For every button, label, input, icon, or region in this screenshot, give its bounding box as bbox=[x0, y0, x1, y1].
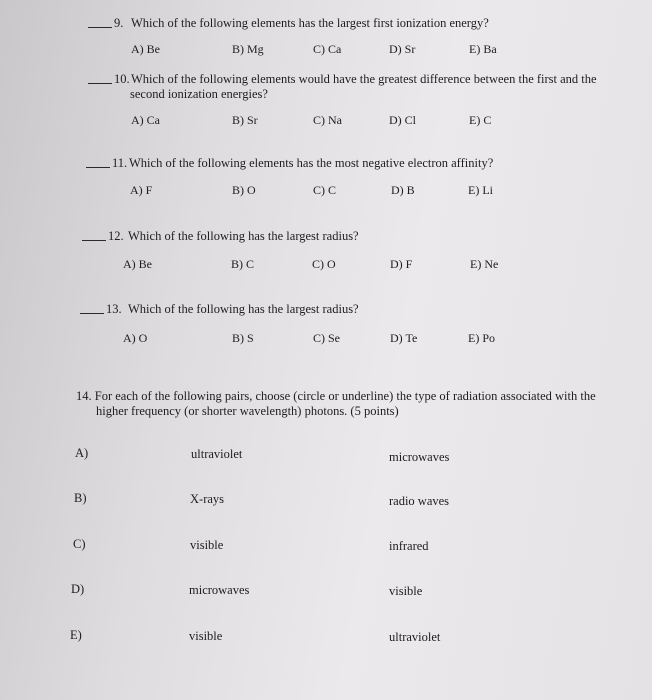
pair-b-right-option[interactable]: radio waves bbox=[389, 494, 450, 508]
q11-option-e: E) Li bbox=[468, 183, 493, 197]
question-12-text: Which of the following has the largest radius? bbox=[128, 229, 359, 243]
q12-option-e: E) Ne bbox=[470, 257, 499, 271]
q9-option-e: E) Ba bbox=[469, 42, 497, 56]
pair-c-label: C) bbox=[73, 537, 86, 551]
q13-option-b: B) S bbox=[232, 331, 254, 345]
question-14-text-line2: higher frequency (or shorter wavelength) photons. (5 points) bbox=[96, 404, 399, 418]
pair-a-label: A) bbox=[75, 446, 89, 460]
q11-option-b: B) O bbox=[232, 183, 256, 197]
answer-blank-q10[interactable] bbox=[88, 83, 112, 84]
question-14-text-line1: 14. For each of the following pairs, choose (circle or underline) the type of radiation associated with the bbox=[76, 389, 596, 403]
question-10-number: 10. bbox=[114, 72, 130, 86]
answer-blank-q13[interactable] bbox=[80, 313, 104, 314]
question-13-number: 13. bbox=[106, 302, 122, 316]
pair-e-label: E) bbox=[70, 628, 82, 642]
q10-option-c: C) Na bbox=[313, 113, 342, 127]
question-9-number: 9. bbox=[114, 16, 124, 30]
q12-option-c: C) O bbox=[312, 257, 336, 271]
pair-b-label: B) bbox=[74, 491, 87, 505]
q10-option-b: B) Sr bbox=[232, 113, 258, 127]
q10-option-a: A) Ca bbox=[131, 113, 160, 127]
q9-option-b: B) Mg bbox=[232, 42, 264, 56]
q12-option-a: A) Be bbox=[123, 257, 152, 271]
q11-option-c: C) C bbox=[313, 183, 337, 197]
pair-d-left-option[interactable]: microwaves bbox=[189, 583, 250, 597]
pair-c-right-option[interactable]: infrared bbox=[389, 539, 429, 553]
q13-option-a: A) O bbox=[123, 331, 148, 345]
q13-option-d: D) Te bbox=[390, 331, 418, 345]
question-12-number: 12. bbox=[108, 229, 124, 243]
q10-option-e: E) C bbox=[469, 113, 492, 127]
q9-option-c: C) Ca bbox=[313, 42, 342, 56]
q11-option-a: A) F bbox=[130, 183, 153, 197]
pair-a-right-option[interactable]: microwaves bbox=[389, 450, 450, 464]
q11-option-d: D) B bbox=[391, 183, 415, 197]
pair-e-right-option[interactable]: ultraviolet bbox=[389, 630, 441, 644]
answer-blank-q11[interactable] bbox=[86, 167, 110, 168]
pair-d-label: D) bbox=[71, 582, 85, 596]
pair-e-left-option[interactable]: visible bbox=[189, 629, 223, 643]
pair-c-left-option[interactable]: visible bbox=[190, 538, 224, 552]
pair-b-left-option[interactable]: X-rays bbox=[190, 492, 225, 506]
q13-option-e: E) Po bbox=[468, 331, 495, 345]
q13-option-c: C) Se bbox=[313, 331, 340, 345]
q9-option-a: A) Be bbox=[131, 42, 160, 56]
question-11-number: 11. bbox=[112, 156, 128, 170]
question-11-text: Which of the following elements has the most negative electron affinity? bbox=[129, 156, 494, 170]
answer-blank-q9[interactable] bbox=[88, 27, 112, 28]
question-13-text: Which of the following has the largest radius? bbox=[128, 302, 359, 316]
q12-option-d: D) F bbox=[390, 257, 413, 271]
question-10-text-line1: Which of the following elements would have the greatest difference between the first and the bbox=[131, 72, 597, 86]
q9-option-d: D) Sr bbox=[389, 42, 416, 56]
pair-a-left-option[interactable]: ultraviolet bbox=[191, 447, 243, 461]
answer-blank-q12[interactable] bbox=[82, 240, 106, 241]
q12-option-b: B) C bbox=[231, 257, 255, 271]
pair-d-right-option[interactable]: visible bbox=[389, 584, 423, 598]
question-9-text: Which of the following elements has the largest first ionization energy? bbox=[131, 16, 489, 30]
q10-option-d: D) Cl bbox=[389, 113, 416, 127]
question-10-text-line2: second ionization energies? bbox=[130, 87, 268, 101]
